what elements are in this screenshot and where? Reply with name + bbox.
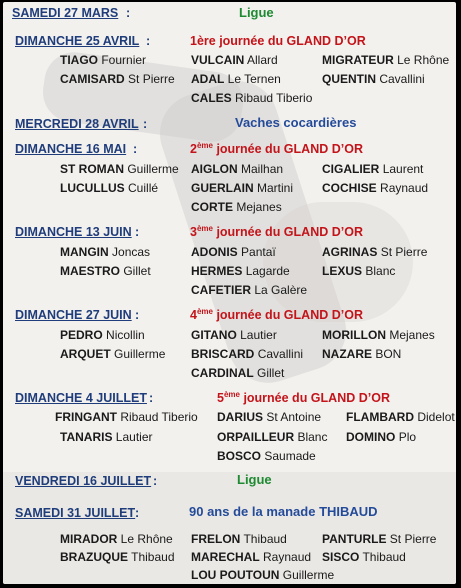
bull-name: CIGALIER (322, 162, 380, 176)
list-item (60, 347, 165, 361)
date-colon: : (126, 6, 131, 20)
event-title: Ligue (237, 472, 272, 487)
bull-name: FRELON (191, 532, 241, 546)
date-colon: : (133, 142, 138, 156)
bull-name: CORTE (191, 200, 233, 214)
manade-name: Lautier (115, 430, 153, 444)
event-title-part: 5 (217, 391, 224, 405)
event-title: 1ère journée du GLAND D’OR (190, 34, 366, 48)
manade-name: Saumade (264, 449, 316, 463)
event-title-part: 2 (190, 142, 197, 156)
list-item (55, 410, 198, 424)
date-colon: : (135, 506, 140, 520)
bull-name: BRAZUQUE (60, 550, 128, 564)
manade-name: Nicollin (106, 328, 145, 342)
bull-name: AGRINAS (322, 245, 378, 259)
bull-name: LEXUS (322, 264, 363, 278)
event-title (190, 308, 363, 322)
event-title-part: journée du GLAND D’OR (239, 391, 390, 405)
manade-name: Guillerme (114, 347, 166, 361)
list-item (191, 245, 276, 259)
manade-name: Mejanes (236, 200, 282, 214)
manade-name: Le Ternen (227, 72, 281, 86)
event-title-part: journée du GLAND D’OR (212, 142, 363, 156)
event-title-part: ème (196, 141, 213, 150)
bull-name: CARDINAL (191, 366, 254, 380)
event-title-part: ème (196, 307, 213, 316)
list-item (60, 181, 158, 195)
bull-name: ADONIS (191, 245, 238, 259)
date-colon: : (135, 308, 140, 322)
event-title: Vaches cocardières (235, 115, 357, 130)
manade-name: BON (375, 347, 402, 361)
list-item (191, 283, 307, 297)
list-item (322, 72, 425, 86)
list-item (191, 200, 282, 214)
bull-name: CALES (191, 91, 232, 105)
date-colon: : (153, 474, 158, 488)
manade-name: Joncas (112, 245, 151, 259)
list-item (60, 162, 179, 176)
manade-name: Le Rhône (397, 53, 450, 67)
list-item (191, 532, 287, 546)
date-heading: SAMEDI 27 MARS (12, 6, 119, 20)
bull-name: FRINGANT (55, 410, 117, 424)
list-item (191, 366, 284, 380)
manade-name: Cuillé (128, 181, 159, 195)
manade-name: Lagarde (245, 264, 290, 278)
list-item (60, 245, 150, 259)
list-item (191, 568, 334, 582)
manade-name: St Pierre (380, 245, 428, 259)
bull-name: QUENTIN (322, 72, 376, 86)
manade-name: Allard (247, 53, 278, 67)
list-item (60, 532, 173, 546)
date-heading: DIMANCHE 13 JUIN (15, 225, 132, 239)
list-item (191, 72, 281, 86)
bull-name: PANTURLE (322, 532, 387, 546)
list-item (217, 449, 316, 463)
list-item (217, 430, 327, 444)
list-item (322, 264, 395, 278)
list-item (322, 328, 435, 342)
manade-name: Pantaï (241, 245, 276, 259)
manade-name: Thibaud (243, 532, 287, 546)
bull-name: HERMES (191, 264, 243, 278)
event-title: 90 ans de la manade THIBAUD (189, 504, 378, 519)
list-item (322, 532, 436, 546)
list-item (60, 53, 146, 67)
bull-name: SISCO (322, 550, 360, 564)
bull-name: COCHISE (322, 181, 377, 195)
date-colon: : (146, 34, 151, 48)
bull-name: FLAMBARD (346, 410, 414, 424)
event-title-part: ème (223, 390, 240, 399)
list-item (191, 550, 311, 564)
date-heading: DIMANCHE 4 JUILLET (15, 391, 147, 405)
bull-name: TANARIS (60, 430, 113, 444)
bull-name: ORPAILLEUR (217, 430, 295, 444)
date-heading: MERCREDI 28 AVRIL (15, 117, 139, 131)
manade-name: Mailhan (241, 162, 284, 176)
manade-name: Martini (257, 181, 294, 195)
manade-name: Blanc (297, 430, 328, 444)
date-heading: VENDREDI 16 JUILLET (15, 474, 152, 488)
list-item (60, 430, 153, 444)
list-item (60, 264, 151, 278)
bull-name: MIGRATEUR (322, 53, 394, 67)
manade-name: Thibaud (362, 550, 406, 564)
bull-name: ARQUET (60, 347, 111, 361)
bull-name: ST ROMAN (60, 162, 124, 176)
manade-name: Gillet (123, 264, 151, 278)
list-item (217, 410, 321, 424)
bull-name: DOMINO (346, 430, 396, 444)
event-title-part: ème (196, 224, 213, 233)
event-title (217, 391, 390, 405)
manade-name: Cavallini (379, 72, 425, 86)
list-item (60, 72, 175, 86)
bull-name: MORILLON (322, 328, 386, 342)
event-title-part: journée du GLAND D’OR (212, 225, 363, 239)
event-title (190, 225, 363, 239)
event-title-part: 4 (190, 308, 197, 322)
date-colon: : (149, 391, 154, 405)
manade-name: Plo (398, 430, 417, 444)
list-item (322, 245, 427, 259)
event-title-part: journée du GLAND D’OR (212, 308, 363, 322)
bull-name: ADAL (191, 72, 225, 86)
list-item (346, 410, 455, 424)
bull-name: MANGIN (60, 245, 109, 259)
manade-name: La Galère (254, 283, 308, 297)
list-item (191, 91, 312, 105)
list-item (191, 264, 290, 278)
bull-name: BRISCARD (191, 347, 255, 361)
bull-name: DARIUS (217, 410, 264, 424)
list-item (322, 347, 401, 361)
manade-name: Guillerme (282, 568, 335, 582)
bull-name: LUCULLUS (60, 181, 125, 195)
bull-name: GUERLAIN (191, 181, 254, 195)
manade-name: Ribaud Tiberio (120, 410, 198, 424)
date-heading: SAMEDI 31 JUILLET (15, 506, 136, 520)
event-title-part: 3 (190, 225, 197, 239)
bull-name: MIRADOR (60, 532, 118, 546)
bull-name: NAZARE (322, 347, 372, 361)
manade-name: Mejanes (389, 328, 435, 342)
bull-name: PEDRO (60, 328, 103, 342)
list-item (60, 550, 175, 564)
event-title: Ligue (239, 5, 274, 20)
event-title (190, 142, 363, 156)
background-shadow-shape (263, 202, 413, 322)
list-item (322, 181, 428, 195)
list-item (322, 162, 423, 176)
list-item (191, 347, 303, 361)
manade-name: Raynaud (380, 181, 429, 195)
date-heading: DIMANCHE 27 JUIN (15, 308, 132, 322)
calendar-page (3, 2, 456, 584)
manade-name: Guillerme (127, 162, 179, 176)
list-item (60, 328, 145, 342)
list-item (346, 430, 416, 444)
date-colon: : (135, 225, 140, 239)
manade-name: St Pierre (389, 532, 437, 546)
date-heading: DIMANCHE 25 AVRIL (15, 34, 140, 48)
bull-name: BOSCO (217, 449, 262, 463)
bull-name: GITANO (191, 328, 237, 342)
list-item (322, 550, 406, 564)
date-colon: : (143, 117, 148, 131)
manade-name: Fournier (101, 53, 147, 67)
manade-name: Gillet (257, 366, 285, 380)
list-item (191, 328, 277, 342)
manade-name: Lautier (240, 328, 277, 342)
manade-name: St Pierre (128, 72, 175, 86)
bull-name: CAMISARD (60, 72, 125, 86)
manade-name: Raynaud (263, 550, 312, 564)
bull-name: CAFETIER (191, 283, 251, 297)
bull-name: LOU POUTOUN (191, 568, 280, 582)
bull-name: AIGLON (191, 162, 238, 176)
list-item (322, 53, 449, 67)
list-item (191, 53, 278, 67)
bull-name: MAESTRO (60, 264, 120, 278)
list-item (191, 162, 283, 176)
manade-name: Cavallini (257, 347, 304, 361)
bull-name: MARECHAL (191, 550, 260, 564)
date-heading: DIMANCHE 16 MAI (15, 142, 127, 156)
manade-name: Laurent (382, 162, 424, 176)
manade-name: Ribaud Tiberio (235, 91, 313, 105)
manade-name: Blanc (365, 264, 396, 278)
manade-name: Thibaud (131, 550, 175, 564)
bull-name: VULCAIN (191, 53, 245, 67)
manade-name: Le Rhône (120, 532, 173, 546)
manade-name: St Antoine (266, 410, 322, 424)
list-item (191, 181, 293, 195)
manade-name: Didelot (417, 410, 455, 424)
bull-name: TIAGO (60, 53, 98, 67)
